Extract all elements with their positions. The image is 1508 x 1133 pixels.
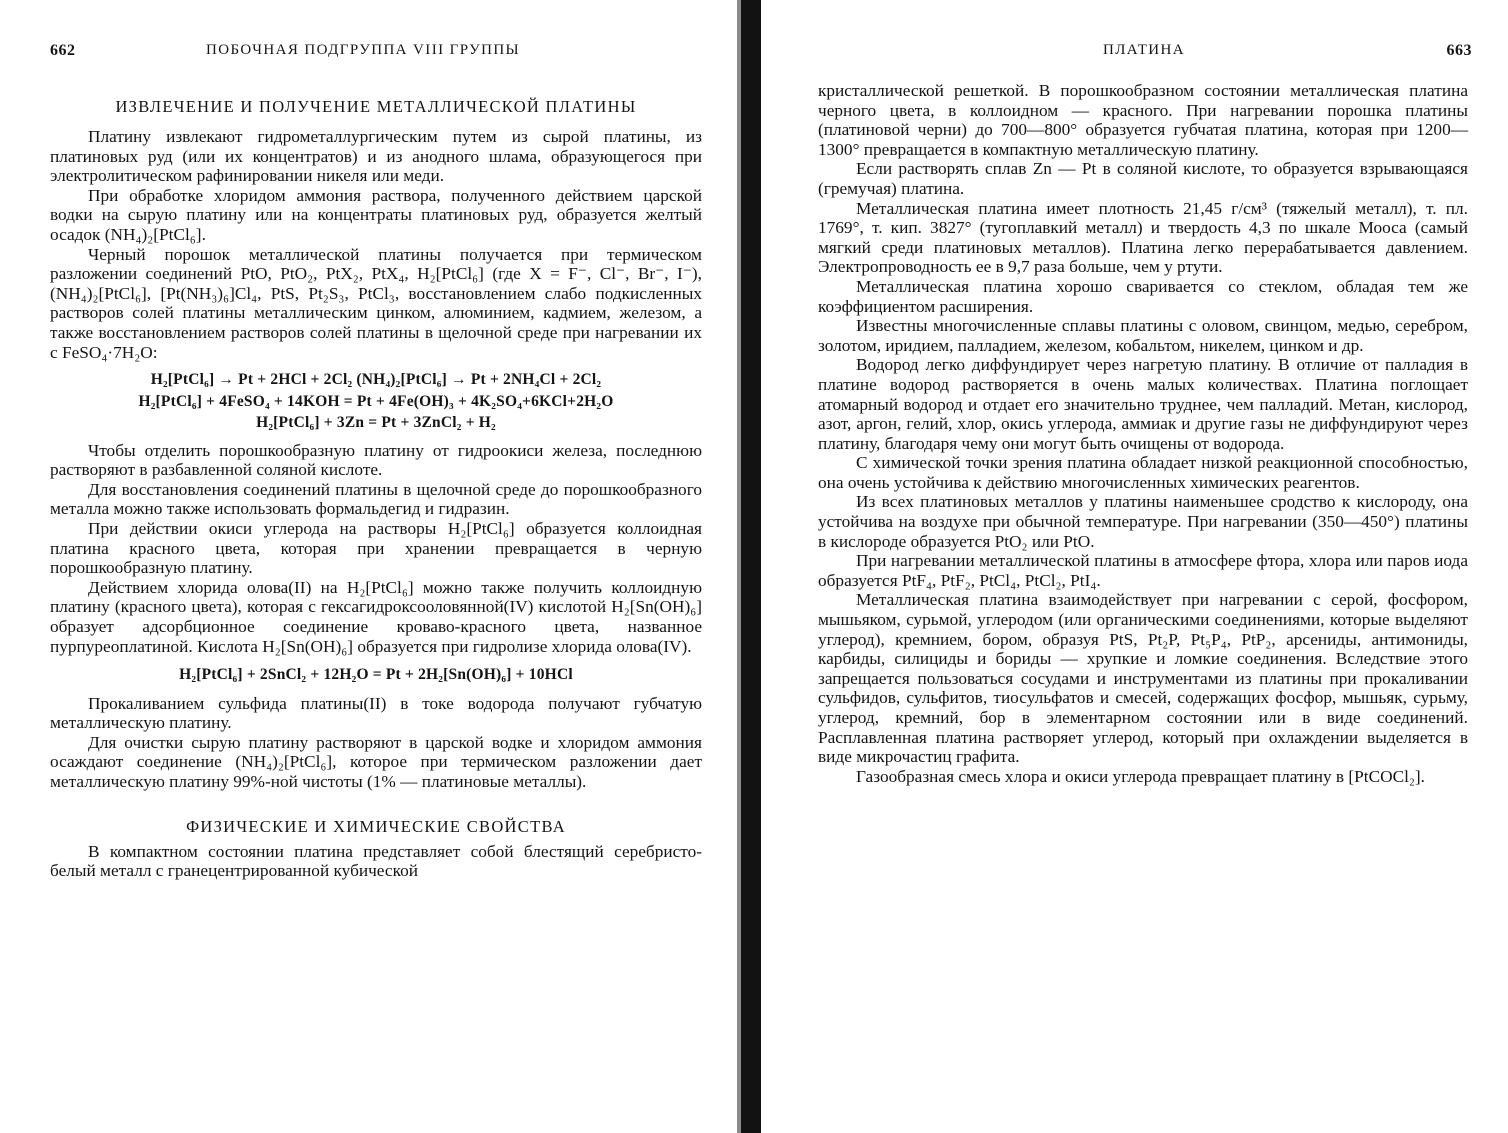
paragraph: Для очистки сырую платину растворяют в царской водке и хлоридом аммония осаждают соединение (NH₄)₂[PtCl₆], которое при термическом разложении дает металлическую платину 99%-ной чистоты (1% — платиновые металлы). bbox=[50, 732, 702, 792]
paragraph: Металлическая платина взаимодействует при нагревании с серой, фосфором, мышьяком, сурьмой, углеродом (или органическими соединениями, которые выделяют углерод), кремнием, бором, образуя PtS, Pt₂P, Pt₅P₄, PtP₂, арсениды, антимониды, карбиды, силициды и бориды — хрупкие и ломкие соединения. Вследствие этого запрещается пользоваться сосудами и инструментами из платины при прокаливании сульфидов, сульфитов, тиосульфатов и смесей, содержащих фосфор, мышьяк, сурьму, углерод, кремний, бор в элементарном состоянии или в виде соединений. Расплавленная платина растворяет углерод, который при охлаждении выделяется в виде микрочастиц графита. bbox=[818, 590, 1468, 767]
left-page bbox=[0, 0, 738, 1133]
paragraph: Платину извлекают гидрометаллургическим путем из сырой платины, из платиновых руд (или их концентратов) и из анодного шлама, образующегося при электролитическом рафинировании никеля или меди. bbox=[50, 127, 702, 186]
equation-line: H₂[PtCl₆] → Pt + 2HCl + 2Cl₂ (NH₄)₂[PtCl₆] → Pt + 2NH₄Cl + 2Cl₂ bbox=[150, 371, 602, 389]
paragraph: Металлическая платина имеет плотность 21,45 г/см³ (тяжелый металл), т. пл. 1769°, т. кип. 3827° (тугоплавкий металл) и твердость 4,3 по шкале Мооса (самый мягкий среди платиновых металлов). Платина легко перерабатывается давлением. Электропроводность ее в 9,7 раза больше, чем у ртути. bbox=[818, 198, 1468, 277]
paragraph: С химической точки зрения платина обладает низкой реакционной способностью, она очень устойчива к действию многочисленных химических реагентов. bbox=[818, 453, 1468, 492]
right-page-header bbox=[818, 38, 1472, 60]
equation-line: H₂[PtCl₆] + 4FeSO₄ + 14KOH = Pt + 4Fe(OH)₃ + 4K₂SO₄+6KCl+2H₂O bbox=[138, 392, 614, 410]
paragraph: В компактном состоянии платина представляет собой блестящий серебристо-белый металл с гранецентрированной кубической bbox=[50, 841, 702, 881]
paragraph: Для восстановления соединений платины в щелочной среде до порошкообразного металла можно также использовать формальдегид и гидразин. bbox=[50, 479, 702, 519]
paragraph: Металлическая платина хорошо сваривается со стеклом, обладая тем же коэффициентом расширения. bbox=[818, 276, 1468, 316]
paragraph: кристаллической решеткой. В порошкообразном состоянии металлическая платина черного цвета, в коллоидном — красного. При нагревании порошка платины (платиновой черни) до 700—800° образуется губчатая платина, которая при 1200—1300° превращается в компактную металлическую платину. bbox=[818, 81, 1468, 159]
running-head: ПОБОЧНАЯ ПОДГРУППА VIII ГРУППЫ bbox=[206, 42, 521, 58]
paragraph: Черный порошок металлической платины получается при термическом разложении соединений PtO, PtO₂, PtX₂, PtX₄, H₂[PtCl₆] (где X = F⁻, Cl⁻, Br⁻, I⁻), (NH₄)₂[PtCl₆], [Pt(NH₃)₆]Cl₄, PtS, Pt₂S₃, PtCl₃, восстановлением слабо подкисленных растворов солей платины металлическим цинком, алюминием, кадмием, железом, а также восстановлением растворов солей платины в щелочной среде при нагревании их с FeSO₄·7H₂O: bbox=[50, 244, 702, 362]
left-page-header bbox=[50, 38, 738, 60]
equation-block bbox=[50, 664, 702, 686]
running-head: ПЛАТИНА bbox=[1103, 42, 1185, 58]
right-page bbox=[768, 0, 1508, 1133]
paragraph: Прокаливанием сульфида платины(II) в токе водорода получают губчатую металлическую платину. bbox=[50, 693, 702, 733]
paragraph: Действием хлорида олова(II) на H₂[PtCl₆] можно также получить коллоидную платину (красного цвета), которая с гексагидроксооловянной(IV) кислотой H₂[Sn(OH)₆] образует адсорбционное соединение кроваво-красного цвета, названное пурпуреоплатиной. Кислота H₂[Sn(OH)₆] образуется при гидролизе хлорида олова(IV). bbox=[50, 577, 702, 656]
paragraph: Из всех платиновых металлов у платины наименьшее сродство к кислороду, она устойчива на воздухе при обычной температуре. При нагревании (350—450°) платины в кислороде образуется PtO₂ или PtO. bbox=[818, 492, 1468, 551]
section-heading-extraction: ИЗВЛЕЧЕНИЕ И ПОЛУЧЕНИЕ МЕТАЛЛИЧЕСКОЙ ПЛАТИНЫ bbox=[115, 97, 637, 116]
paragraph: Если растворять сплав Zn — Pt в соляной кислоте, то образуется взрывающаяся (гремучая) платина. bbox=[818, 159, 1468, 198]
paragraph: Газообразная смесь хлора и окиси углерода превращает платину в [PtCOCl₂]. bbox=[856, 766, 1426, 786]
paragraph: Известны многочисленные сплавы платины с оловом, свинцом, медью, серебром, золотом, иридием, палладием, железом, кобальтом, никелем, цинком и др. bbox=[818, 316, 1468, 355]
paragraph: Водород легко диффундирует через нагретую платину. В отличие от палладия в платине водород растворяется в очень малых количествах. Платина поглощает атомарный водород и отдает его значительно труднее, чем палладий. Метан, кислород, азот, аргон, гелий, хлор, окись углерода, аммиак и другие газы не диффундируют через платину, благодаря чему они могут быть очищены от водорода. bbox=[818, 355, 1468, 453]
equation-line: H₂[PtCl₆] + 2SnCl₂ + 12H₂O = Pt + 2H₂[Sn(OH)₆] + 10HCl bbox=[179, 666, 573, 684]
page-number: 662 bbox=[50, 42, 76, 59]
page-number: 663 bbox=[1446, 42, 1472, 59]
paragraph: При нагревании металлической платины в атмосфере фтора, хлора или паров иода образуется PtF₄, PtF₂, PtCl₄, PtCl₂, PtI₄. bbox=[818, 551, 1468, 590]
paragraph: Чтобы отделить порошкообразную платину от гидроокиси железа, последнюю растворяют в разбавленной соляной кислоте. bbox=[50, 440, 702, 480]
paragraph: При действии окиси углерода на растворы H₂[PtCl₆] образуется коллоидная платина красного цвета, которая при хранении превращается в черную порошкообразную платину. bbox=[50, 519, 702, 578]
equation-block bbox=[50, 369, 702, 434]
section-heading-properties: ФИЗИЧЕСКИЕ И ХИМИЧЕСКИЕ СВОЙСТВА bbox=[186, 816, 566, 836]
paragraph: При обработке хлоридом аммония раствора, полученного действием царской водки на сырую платину или на концентраты платиновых руд, образуется желтый осадок (NH₄)₂[PtCl₆]. bbox=[50, 185, 702, 244]
equation-line: H₂[PtCl₆] + 3Zn = Pt + 3ZnCl₂ + H₂ bbox=[256, 414, 496, 432]
book-gutter bbox=[741, 0, 761, 1133]
